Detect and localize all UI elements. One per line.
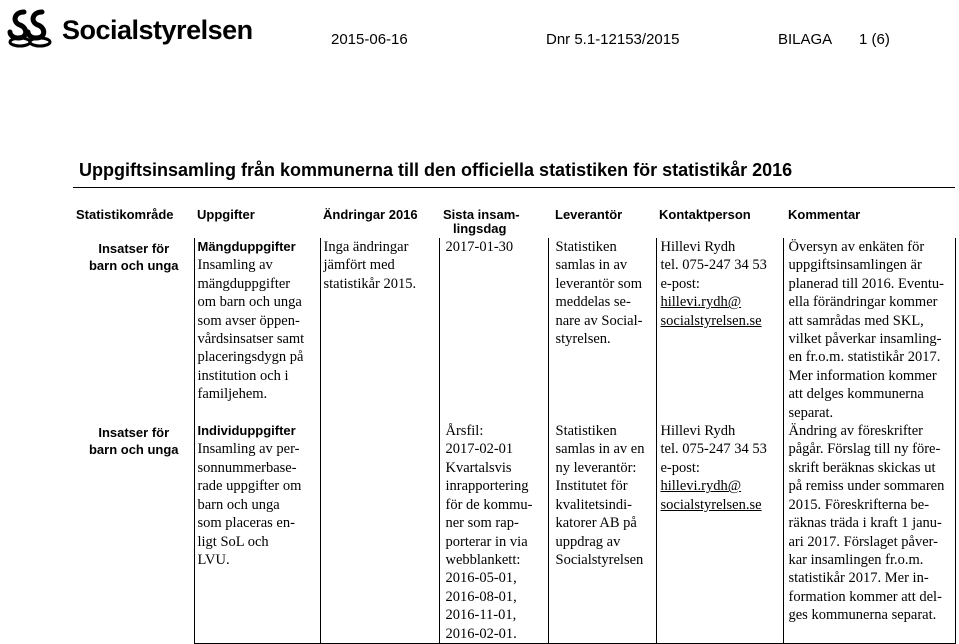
cell-comment: Ändring av föreskrifter pågår. Förslag till ny före- skrift beräknas skickas ut på remiss under sommaren 2015. Föreskrifterna be- räknas träda i kraft 1 janu- ari 2017. Förslaget påver- kar insamlingen fr.o.m. statistikår 2017. Mer in- formation kommer att del- ges kommunerna separat. — [783, 422, 955, 643]
email-link[interactable]: hillevi.rydh@ socialstyrelsen.se — [660, 294, 762, 329]
data-collection-table — [73, 187, 956, 644]
document-title: Uppgiftsinsamling från kommunerna till den officiella statistiken för statistikår 2016 — [79, 160, 793, 180]
socialstyrelsen-logo-icon — [6, 8, 58, 48]
document-reference: Dnr 5.1-12153/2015 — [546, 31, 680, 48]
header-uppgifter: Uppgifter — [194, 188, 320, 239]
cell-contact: Hillevi Rydh tel. 075-247 34 53 e-post: hillevi.rydh@ socialstyrelsen.se — [656, 422, 783, 643]
table-row — [73, 238, 955, 422]
cell-contact: Hillevi Rydh tel. 075-247 34 53 e-post: hillevi.rydh@ socialstyrelsen.se — [656, 238, 783, 422]
header-statistikomrade: Statistikområde — [73, 188, 194, 239]
data-title: Individuppgifter — [197, 423, 296, 439]
cell-data: Mängduppgifter Insamling av mängduppgifter om barn och unga som avser öppen- vårdsinsatser samt placeringsdygn på institution och i familjehem. — [194, 238, 320, 422]
document-date: 2015-06-16 — [331, 31, 408, 48]
cell-data: Individuppgifter Insamling av per- sonnummerbase- rade uppgifter om barn och unga som placeras en- ligt SoL och LVU. — [194, 422, 320, 643]
cell-comment: Översyn av enkäten för uppgiftsinsamlingen är planerad till 2016. Eventu- ella förändringar kommer att samrådas med SKL, vilket påverkar insamling- en fr.o.m. statistikår 2017. Mer information kommer att delges kommunerna separat. — [783, 238, 955, 422]
header-leverantor: Leverantör — [548, 188, 656, 239]
logo — [6, 8, 253, 48]
logo-text: Socialstyrelsen — [62, 14, 253, 45]
header-kontaktperson: Kontaktperson — [656, 188, 783, 239]
data-title: Mängduppgifter — [197, 239, 296, 254]
header-kommentar: Kommentar — [783, 188, 955, 239]
header-sista-insamlingsdag: Sista insam- lingsdag — [439, 188, 548, 239]
cell-deadline: Årsfil: 2017-02-01 Kvartalsvis inrapportering för de kommu- ner som rap- porterar in via webblankett: 2016-05-01, 2016-08-01, 2016-11-01, 2016-02-01. — [439, 422, 548, 643]
cell-changes — [320, 422, 439, 643]
cell-area: Insatser för barn och unga — [88, 425, 179, 458]
cell-supplier: Statistiken samlas in av en ny leverantör: Institutet för kvalitetsindi- katorer AB på uppdrag av Socialstyrelsen — [548, 422, 656, 643]
table-row — [73, 422, 955, 643]
cell-area: Insatser för barn och unga — [88, 241, 179, 273]
cell-deadline: 2017-01-30 — [439, 238, 548, 422]
cell-supplier: Statistiken samlas in av leverantör som meddelas se- nare av Social- styrelsen. — [548, 238, 656, 422]
cell-changes: Inga ändringar jämfört med statistikår 2015. — [320, 238, 439, 422]
appendix-label: BILAGA — [778, 31, 833, 48]
email-link[interactable]: hillevi.rydh@ socialstyrelsen.se — [660, 478, 762, 513]
header-andringar: Ändringar 2016 — [320, 188, 439, 239]
table-body — [73, 238, 955, 643]
page-number: 1 (6) — [859, 31, 890, 48]
